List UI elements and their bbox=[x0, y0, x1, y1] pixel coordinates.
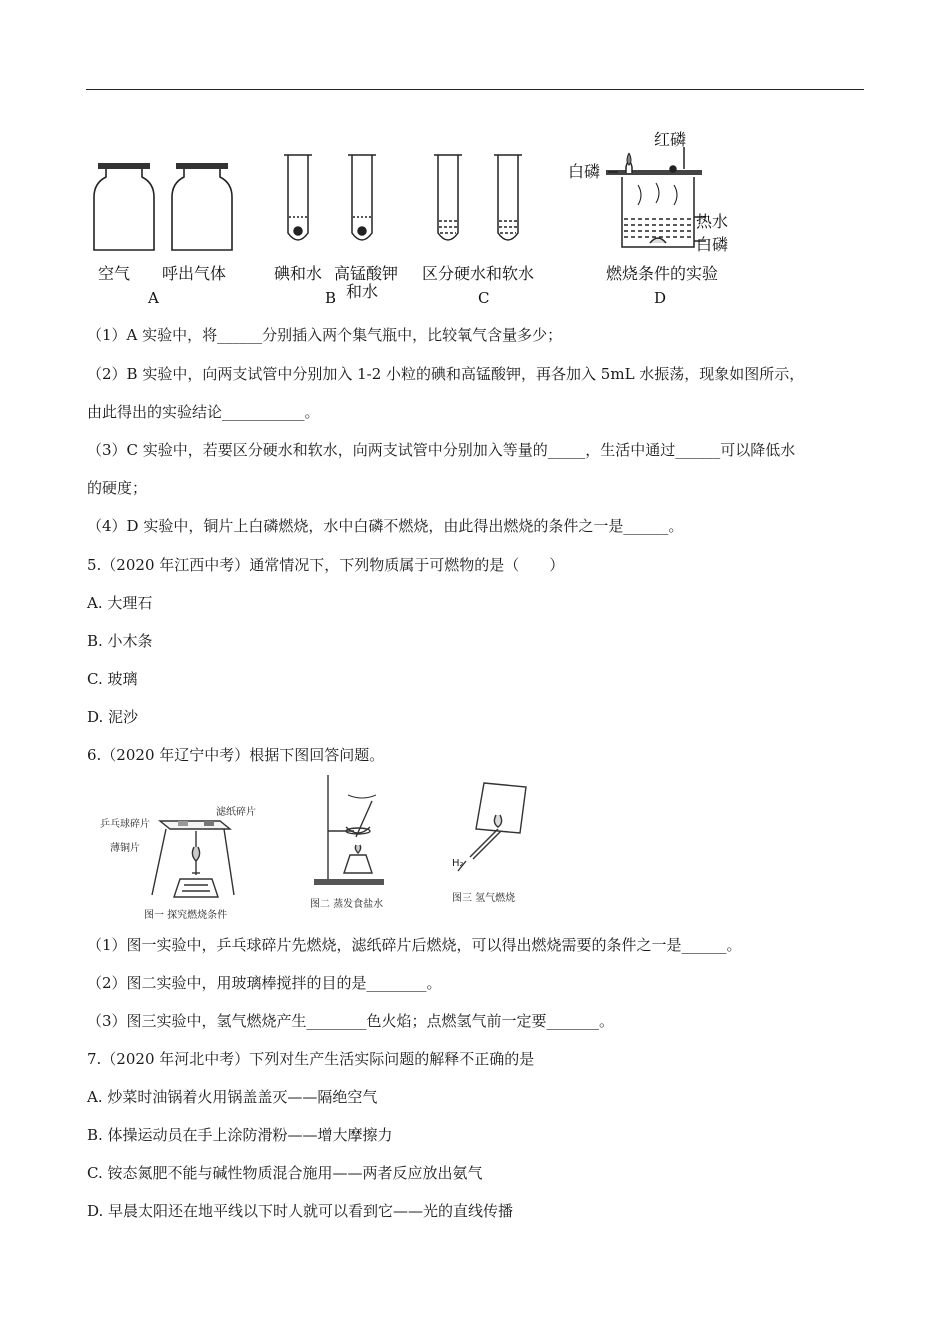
label-hard-soft-water: 区分硬水和软水 bbox=[422, 264, 535, 283]
q7-option-b: B. 体操运动员在手上涂防滑粉——增大摩擦力 bbox=[87, 1126, 393, 1144]
test-tube-water-1 bbox=[434, 155, 462, 240]
experiment-drawings bbox=[88, 125, 738, 260]
experiment-figure-abcd bbox=[88, 125, 738, 310]
label-kmno4-line2: 和水 bbox=[346, 282, 379, 301]
tripod-setup bbox=[152, 821, 234, 897]
caption-figure3: 图三 氢气燃烧 bbox=[452, 893, 516, 904]
header-rule bbox=[86, 89, 864, 90]
test-tube-kmno4 bbox=[348, 155, 376, 240]
q5-option-c: C. 玻璃 bbox=[87, 670, 138, 688]
test-tube-water-2 bbox=[494, 155, 522, 240]
label-h2: H₂ bbox=[452, 858, 464, 869]
label-white-phosphorus-bottom: 白磷 bbox=[696, 235, 729, 254]
caption-d: D bbox=[654, 289, 667, 307]
label-iodine-water: 碘和水 bbox=[274, 264, 323, 283]
q6-part1: （1）图一实验中，乒乓球碎片先燃烧，滤纸碎片后燃烧，可以得出燃烧需要的条件之一是______。 bbox=[87, 936, 742, 954]
q6-figure bbox=[100, 775, 540, 925]
label-hot-water: 热水 bbox=[696, 212, 729, 231]
q4-part4: （4）D 实验中，铜片上白磷燃烧，水中白磷不燃烧，由此得出燃烧的条件之一是______。 bbox=[87, 517, 684, 535]
label-air: 空气 bbox=[98, 264, 131, 283]
q4-part1: （1）A 实验中，将______分别插入两个集气瓶中，比较氧气含量多少； bbox=[87, 326, 563, 344]
q5-option-d: D. 泥沙 bbox=[87, 708, 139, 726]
ring-stand-setup bbox=[314, 775, 384, 885]
q6-stem: 6.（2020 年辽宁中考）根据下图回答问题。 bbox=[87, 746, 385, 764]
q5-option-a: A. 大理石 bbox=[87, 594, 153, 612]
q4-part2-cont: 由此得出的实验结论___________。 bbox=[87, 403, 320, 421]
label-kmno4-line1: 高锰酸钾 bbox=[334, 264, 399, 283]
q5-option-b: B. 小木条 bbox=[87, 632, 153, 650]
gas-bottle-exhaled bbox=[172, 163, 232, 250]
caption-a: A bbox=[148, 289, 159, 307]
hydrogen-burning-setup bbox=[458, 783, 526, 871]
q4-part2: （2）B 实验中，向两支试管中分别加入 1-2 小粒的碘和高锰酸钾，再各加入 5mL 水振荡，现象如图所示， bbox=[87, 365, 805, 383]
gas-bottle-air bbox=[94, 163, 154, 250]
label-exhaled-gas: 呼出气体 bbox=[162, 264, 227, 283]
label-filter-paper: 滤纸碎片 bbox=[216, 807, 256, 818]
q7-option-c: C. 铵态氮肥不能与碱性物质混合施用——两者反应放出氨气 bbox=[87, 1164, 483, 1182]
combustion-apparatus bbox=[606, 147, 706, 247]
q7-option-a: A. 炒菜时油锅着火用锅盖盖灭——隔绝空气 bbox=[87, 1088, 378, 1106]
caption-b: B bbox=[325, 289, 337, 307]
q6-part3: （3）图三实验中，氢气燃烧产生________色火焰；点燃氢气前一定要_______。 bbox=[87, 1012, 615, 1030]
q4-part3: （3）C 实验中，若要区分硬水和软水，向两支试管中分别加入等量的_____，生活中通过______可以降低水 bbox=[87, 441, 796, 459]
label-pingpong: 乒乓球碎片 bbox=[100, 819, 150, 830]
label-copper-sheet: 薄铜片 bbox=[110, 843, 140, 854]
label-combustion-experiment: 燃烧条件的实验 bbox=[606, 264, 719, 283]
q4-part3-cont: 的硬度； bbox=[87, 479, 148, 497]
caption-figure2: 图二 蒸发食盐水 bbox=[310, 899, 384, 910]
q6-part2: （2）图二实验中，用玻璃棒搅拌的目的是________。 bbox=[87, 974, 442, 992]
q7-option-d: D. 早晨太阳还在地平线以下时人就可以看到它——光的直线传播 bbox=[87, 1202, 514, 1220]
test-tube-iodine bbox=[284, 155, 312, 240]
q7-stem: 7.（2020 年河北中考）下列对生产生活实际问题的解释不正确的是 bbox=[87, 1050, 535, 1068]
caption-c: C bbox=[478, 289, 490, 307]
label-red-phosphorus: 红磷 bbox=[654, 130, 687, 149]
q5-stem: 5.（2020 年江西中考）通常情况下，下列物质属于可燃物的是（ ） bbox=[87, 556, 565, 574]
label-white-phosphorus-top: 白磷 bbox=[568, 162, 601, 181]
caption-figure1: 图一 探究燃烧条件 bbox=[144, 910, 228, 921]
